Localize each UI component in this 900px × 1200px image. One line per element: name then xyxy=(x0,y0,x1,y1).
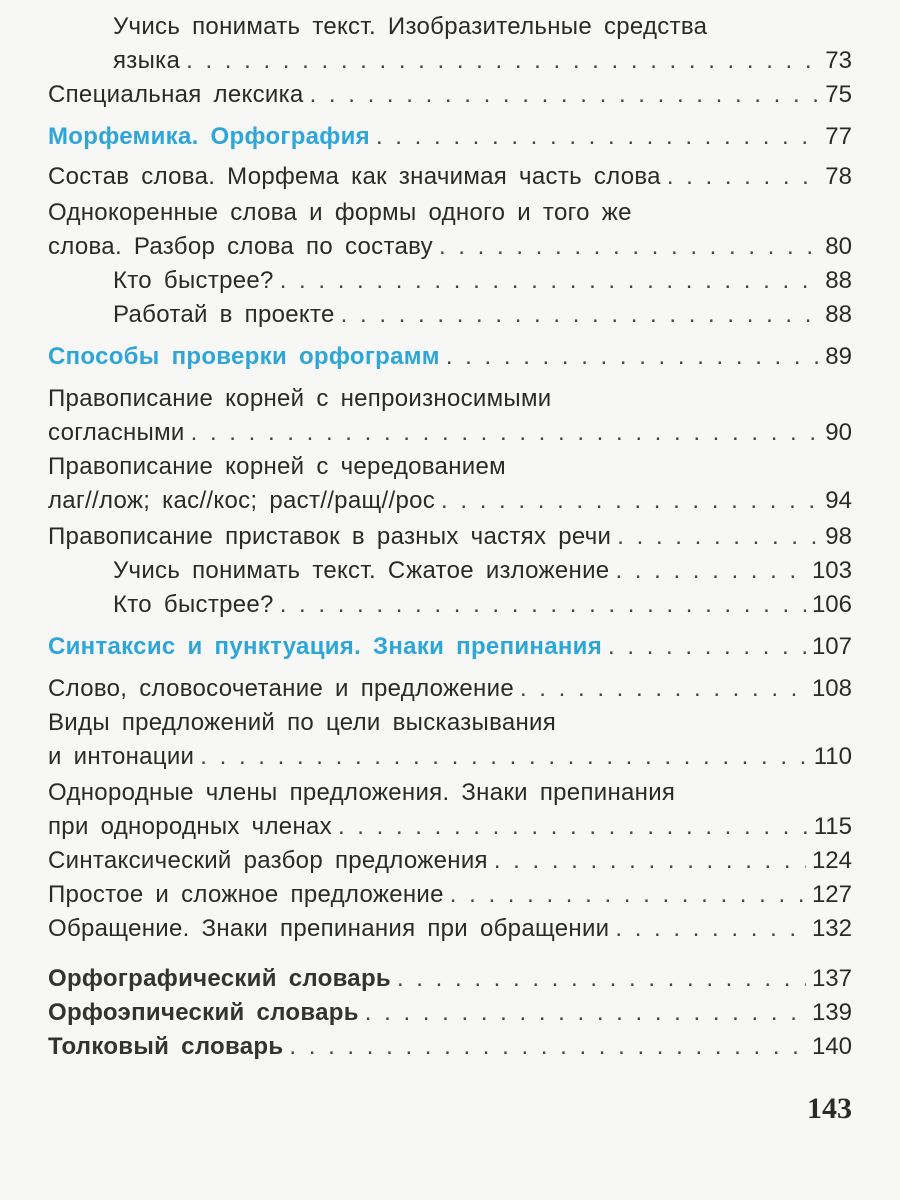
toc-entry-title: Кто быстрее? xyxy=(113,591,274,618)
toc-entry-title: Работай в проекте xyxy=(113,301,335,328)
toc-line xyxy=(48,78,852,112)
toc-entry-title: Синтаксис и пунктуация. Знаки препинания xyxy=(48,633,603,660)
toc-page-number: 73 xyxy=(825,47,852,74)
toc-line xyxy=(48,196,852,230)
toc-entry-title: Однокоренные слова и формы одного и того же xyxy=(48,199,632,226)
toc-line xyxy=(48,120,852,154)
toc-line xyxy=(48,520,852,554)
toc-leader-dots xyxy=(615,554,806,588)
toc-line xyxy=(48,844,852,878)
toc-page-number: 103 xyxy=(811,557,852,584)
toc-entry-title: слова. Разбор слова по составу xyxy=(48,233,433,260)
toc-page-number: 132 xyxy=(811,915,852,942)
toc-page-number: 108 xyxy=(811,675,852,702)
toc-leader-dots xyxy=(280,264,820,298)
toc-line xyxy=(113,264,852,298)
toc-leader-dots xyxy=(520,672,806,706)
toc-line xyxy=(48,962,852,996)
toc-line xyxy=(48,996,852,1030)
toc-leader-dots xyxy=(200,740,807,774)
toc-line xyxy=(48,706,852,740)
toc-entry-title: Обращение. Знаки препинания при обращении xyxy=(48,915,610,942)
toc-leader-dots xyxy=(310,78,820,112)
toc-entry-title: Учись понимать текст. Сжатое изложение xyxy=(113,557,610,584)
toc-entry-title: Морфемика. Орфография xyxy=(48,123,370,150)
toc-leader-dots xyxy=(376,120,819,154)
toc-page-number: 88 xyxy=(825,267,852,294)
toc-entry-title: Правописание приставок в разных частях речи xyxy=(48,523,612,550)
toc-entry-title: Синтаксический разбор предложения xyxy=(48,847,488,874)
toc-line xyxy=(113,298,852,332)
toc-page-number: 94 xyxy=(825,487,852,514)
toc-leader-dots xyxy=(341,298,820,332)
toc-page-number: 124 xyxy=(811,847,852,874)
toc-page-number: 110 xyxy=(813,743,852,770)
toc-entry-title: Однородные члены предложения. Знаки препинания xyxy=(48,779,676,806)
toc-page-number: 127 xyxy=(811,881,852,908)
toc-entry-title: при однородных членах xyxy=(48,813,332,840)
toc-leader-dots xyxy=(289,1030,806,1064)
toc-entry-title: Простое и сложное предложение xyxy=(48,881,444,908)
toc-page-number: 107 xyxy=(811,633,852,660)
toc-leader-dots xyxy=(397,962,806,996)
toc-entry-title: согласными xyxy=(48,419,185,446)
toc-leader-dots xyxy=(191,416,820,450)
toc-leader-dots xyxy=(441,484,819,518)
toc-leader-dots xyxy=(617,520,819,554)
toc-page-number: 106 xyxy=(811,591,852,618)
toc-leader-dots xyxy=(494,844,806,878)
toc-leader-dots xyxy=(450,878,806,912)
toc-line xyxy=(48,1030,852,1064)
toc-leader-dots xyxy=(186,44,819,78)
toc-line xyxy=(113,554,852,588)
toc-leader-dots xyxy=(446,340,819,374)
toc-leader-dots xyxy=(608,630,806,664)
toc-page-number: 139 xyxy=(811,999,852,1026)
toc-line xyxy=(48,776,852,810)
toc-line xyxy=(48,672,852,706)
toc-entry-title: Способы проверки орфограмм xyxy=(48,343,440,370)
toc-page-number: 80 xyxy=(825,233,852,260)
toc-line xyxy=(48,810,852,844)
toc-line xyxy=(48,630,852,664)
toc-page-number: 75 xyxy=(825,81,852,108)
toc-line xyxy=(48,340,852,374)
toc-entry-title: и интонации xyxy=(48,743,195,770)
toc-entry-title: Толковый словарь xyxy=(48,1033,284,1060)
toc-page-number: 115 xyxy=(813,813,852,840)
toc-page-number: 90 xyxy=(825,419,852,446)
toc-entry-title: Учись понимать текст. Изобразительные средства xyxy=(113,13,708,40)
toc-entry-title: Орфографический словарь xyxy=(48,965,391,992)
toc-entry-title: Правописание корней с непроизносимыми xyxy=(48,385,552,412)
toc-entry-title: Слово, словосочетание и предложение xyxy=(48,675,514,702)
toc-line xyxy=(48,912,852,946)
toc-line xyxy=(113,588,852,622)
toc-entry-title: Специальная лексика xyxy=(48,81,304,108)
toc-page-number: 77 xyxy=(825,123,852,150)
toc-leader-dots xyxy=(338,810,808,844)
toc-line xyxy=(48,484,852,518)
toc-entry-title: Состав слова. Морфема как значимая часть слова xyxy=(48,163,661,190)
toc-entry-title: Кто быстрее? xyxy=(113,267,274,294)
toc-entry-title: Правописание корней с чередованием xyxy=(48,453,506,480)
toc-line xyxy=(48,416,852,450)
toc-line xyxy=(48,230,852,264)
toc-line xyxy=(48,740,852,774)
toc-line xyxy=(113,10,852,44)
toc-page-number: 137 xyxy=(811,965,852,992)
toc-page-number: 78 xyxy=(825,163,852,190)
toc-leader-dots xyxy=(439,230,819,264)
page-number: 143 xyxy=(807,1092,852,1125)
toc-entry-title: лаг//лож; кас//кос; раст//ращ//рос xyxy=(48,487,436,514)
toc-page-number: 89 xyxy=(825,343,852,370)
toc-line xyxy=(48,160,852,194)
toc-line xyxy=(48,450,852,484)
toc-entry-title: Виды предложений по цели высказывания xyxy=(48,709,557,736)
toc-page-number: 98 xyxy=(825,523,852,550)
toc-line xyxy=(48,878,852,912)
toc-page-number: 140 xyxy=(811,1033,852,1060)
toc-line xyxy=(113,44,852,78)
toc-entry-title: Орфоэпический словарь xyxy=(48,999,359,1026)
toc-leader-dots xyxy=(280,588,806,622)
toc-leader-dots xyxy=(365,996,806,1030)
toc-entry-title: языка xyxy=(113,47,181,74)
toc-leader-dots xyxy=(667,160,819,194)
toc-page-number: 88 xyxy=(825,301,852,328)
toc-line xyxy=(48,382,852,416)
toc-leader-dots xyxy=(615,912,806,946)
